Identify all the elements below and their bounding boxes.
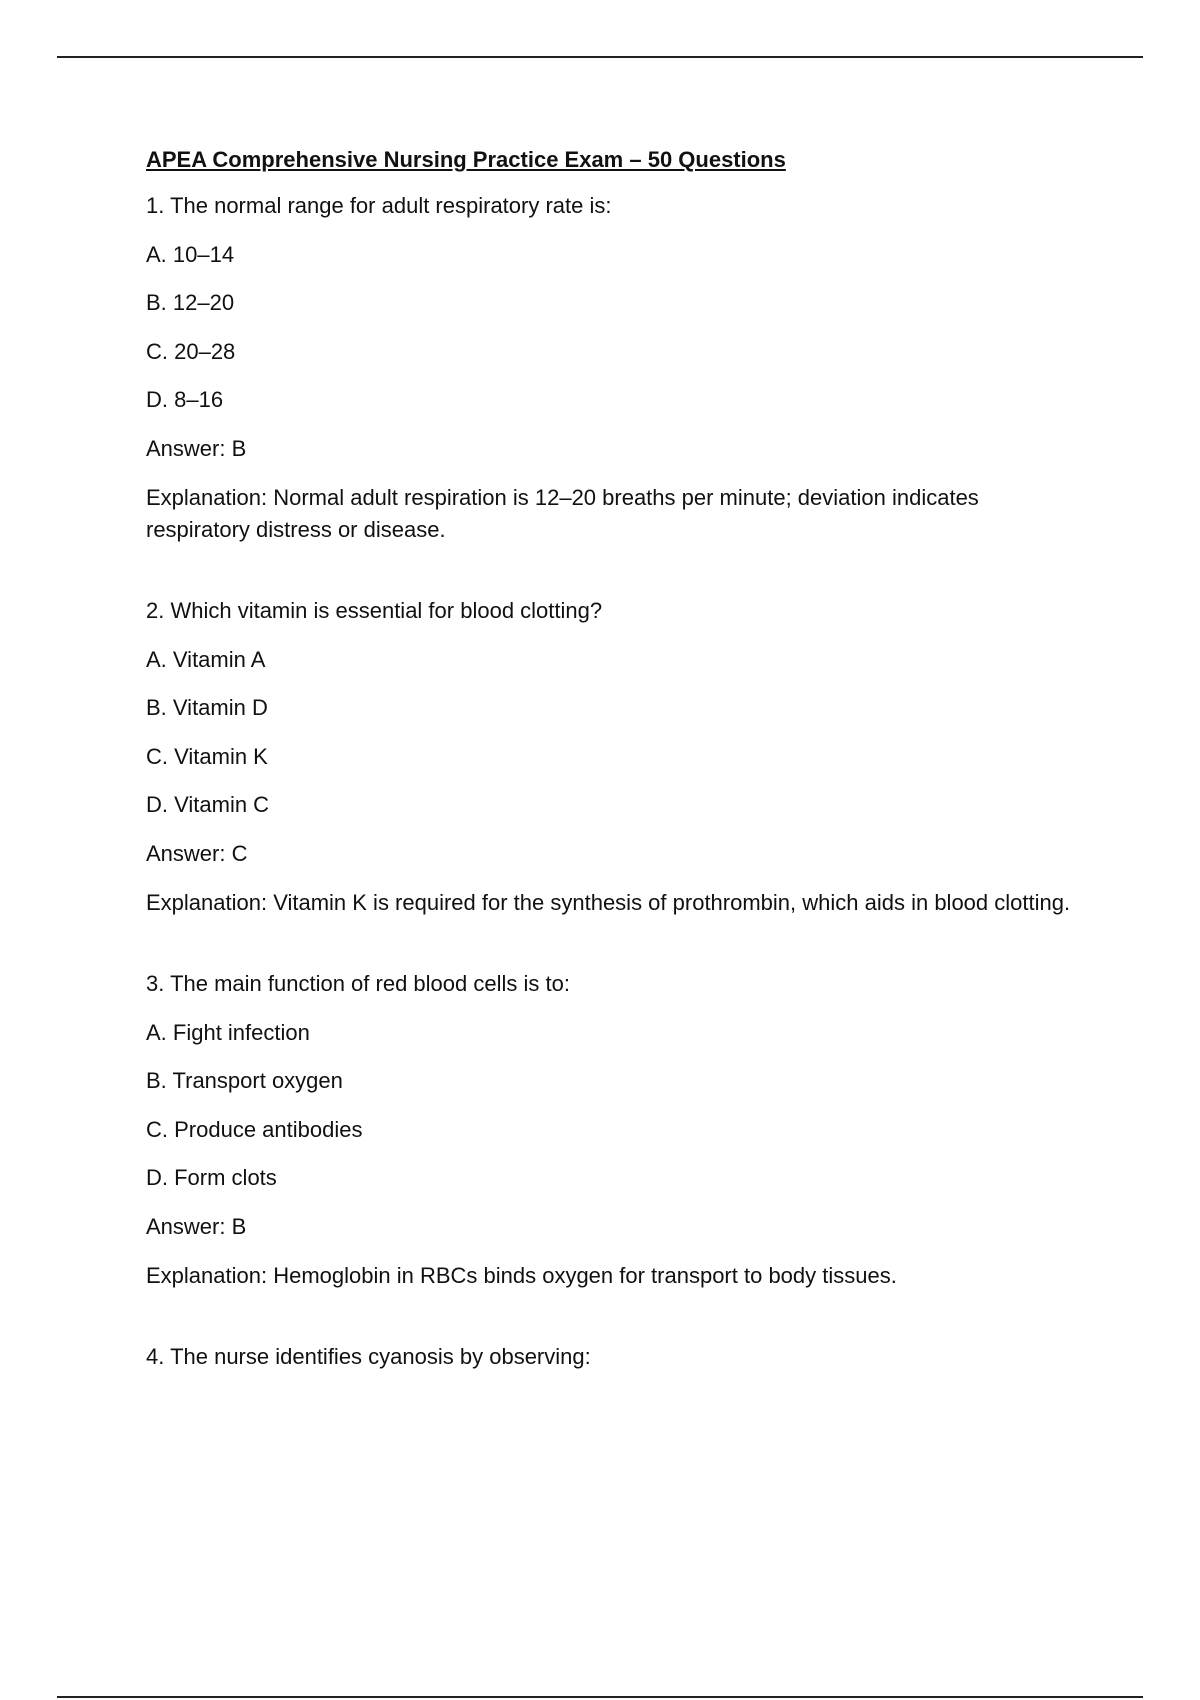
answer: Answer: B xyxy=(146,1213,247,1239)
question-4 xyxy=(146,1342,1076,1372)
question-text: 3. The main function of red blood cells is to: xyxy=(146,971,570,996)
question-text: 4. The nurse identifies cyanosis by observing: xyxy=(146,1344,591,1369)
document-body xyxy=(146,145,1076,1372)
top-rule xyxy=(57,56,1143,58)
bottom-rule xyxy=(57,1696,1143,1698)
answer: Answer: C xyxy=(146,840,248,866)
explanation: Explanation: Hemoglobin in RBCs binds oxygen for transport to body tissues. xyxy=(146,1263,897,1288)
document-title: APEA Comprehensive Nursing Practice Exam – 50 Questions xyxy=(146,147,786,172)
option-d: D. 8–16 xyxy=(146,387,224,412)
option-b: B. Vitamin D xyxy=(146,695,268,720)
option-c: C. 20–28 xyxy=(146,338,236,364)
option-a: A. 10–14 xyxy=(146,241,235,267)
explanation: Explanation: Normal adult respiration is 12–20 breaths per minute; deviation indicates respiratory distress or disease. xyxy=(146,485,979,542)
question-text: 1. The normal range for adult respiratory rate is: xyxy=(146,193,612,218)
question-1 xyxy=(146,191,1076,546)
explanation: Explanation: Vitamin K is required for the synthesis of prothrombin, which aids in blood clotting. xyxy=(146,890,1071,915)
option-b: B. 12–20 xyxy=(146,290,235,315)
option-d: D. Vitamin C xyxy=(146,792,270,817)
option-a: A. Fight infection xyxy=(146,1019,310,1045)
option-d: D. Form clots xyxy=(146,1165,277,1190)
question-2 xyxy=(146,596,1076,919)
option-b: B. Transport oxygen xyxy=(146,1068,343,1093)
option-c: C. Produce antibodies xyxy=(146,1116,363,1142)
option-c: C. Vitamin K xyxy=(146,743,268,769)
answer: Answer: B xyxy=(146,435,247,461)
question-3 xyxy=(146,969,1076,1292)
option-a: A. Vitamin A xyxy=(146,646,266,672)
question-text: 2. Which vitamin is essential for blood clotting? xyxy=(146,598,603,623)
